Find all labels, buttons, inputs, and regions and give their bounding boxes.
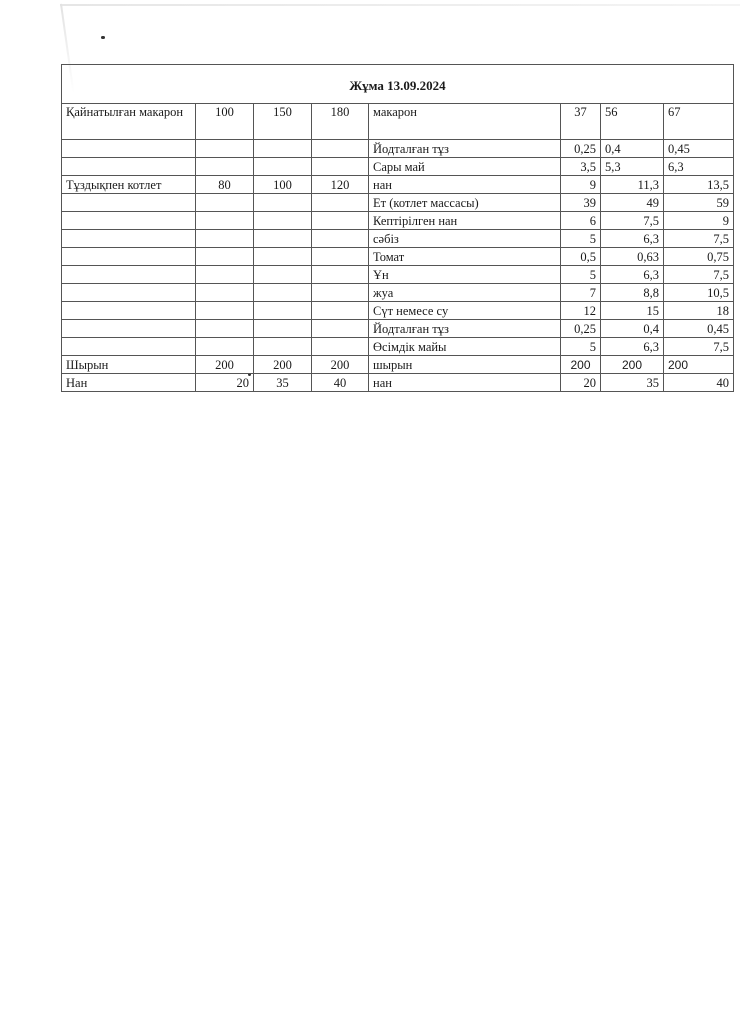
- quantity-cell: 0,25: [561, 320, 601, 338]
- quantity-cell: 7,5: [664, 338, 734, 356]
- portion-cell: [254, 212, 312, 230]
- quantity-cell: 0,4: [601, 140, 664, 158]
- ingredient-cell: Сүт немесе су: [369, 302, 561, 320]
- quantity-cell: 18: [664, 302, 734, 320]
- ingredient-cell: Йодталған тұз: [369, 320, 561, 338]
- dish-name-cell: [62, 338, 196, 356]
- portion-cell: 200: [254, 356, 312, 374]
- quantity-cell: 3,5: [561, 158, 601, 176]
- table-row: [62, 104, 734, 140]
- portion-cell: [196, 194, 254, 212]
- ingredient-cell: Йодталған тұз: [369, 140, 561, 158]
- quantity-cell: 200: [664, 356, 734, 374]
- ingredient-cell: Томат: [369, 248, 561, 266]
- dish-name-cell: [62, 248, 196, 266]
- dish-name-cell: [62, 320, 196, 338]
- portion-cell: [312, 194, 369, 212]
- scan-edge-top: [60, 4, 740, 6]
- portion-cell: 120: [312, 176, 369, 194]
- dish-name-cell: [62, 302, 196, 320]
- dish-name-cell: [62, 266, 196, 284]
- ingredient-cell: Ет (котлет массасы): [369, 194, 561, 212]
- ingredient-cell: макарон: [369, 104, 561, 140]
- portion-cell: 150: [254, 104, 312, 140]
- portion-cell: [312, 140, 369, 158]
- portion-cell: [254, 158, 312, 176]
- portion-cell: [254, 140, 312, 158]
- portion-cell: [196, 284, 254, 302]
- ingredient-cell: Өсімдік майы: [369, 338, 561, 356]
- portion-cell: [254, 338, 312, 356]
- table-row: [62, 248, 734, 266]
- quantity-cell: 9: [561, 176, 601, 194]
- table-row: [62, 230, 734, 248]
- quantity-cell: 13,5: [664, 176, 734, 194]
- portion-cell: [254, 302, 312, 320]
- portion-cell: 40: [312, 374, 369, 392]
- quantity-cell: 59: [664, 194, 734, 212]
- portion-cell: [254, 284, 312, 302]
- portion-cell: [196, 266, 254, 284]
- table-row: [62, 212, 734, 230]
- dish-name-cell: [62, 212, 196, 230]
- quantity-cell: 12: [561, 302, 601, 320]
- quantity-cell: 5: [561, 266, 601, 284]
- quantity-cell: 56: [601, 104, 664, 140]
- quantity-cell: 0,5: [561, 248, 601, 266]
- quantity-cell: 0,45: [664, 320, 734, 338]
- portion-cell: [196, 158, 254, 176]
- quantity-cell: 7,5: [664, 266, 734, 284]
- table-row: [62, 356, 734, 374]
- table-row: [62, 302, 734, 320]
- dish-name-cell: [62, 194, 196, 212]
- portion-cell: [196, 230, 254, 248]
- portion-cell: [312, 320, 369, 338]
- quantity-cell: 6,3: [601, 338, 664, 356]
- quantity-cell: 200: [561, 356, 601, 374]
- quantity-cell: 37: [561, 104, 601, 140]
- portion-cell: [196, 140, 254, 158]
- quantity-cell: 9: [664, 212, 734, 230]
- table-row: [62, 284, 734, 302]
- quantity-cell: 0,4: [601, 320, 664, 338]
- ingredient-cell: нан: [369, 176, 561, 194]
- dish-name-cell: [62, 230, 196, 248]
- portion-cell: 80: [196, 176, 254, 194]
- table-row: [62, 266, 734, 284]
- portion-cell: [312, 230, 369, 248]
- portion-cell: [312, 212, 369, 230]
- table-row: [62, 194, 734, 212]
- portion-cell: [254, 320, 312, 338]
- quantity-cell: 0,75: [664, 248, 734, 266]
- quantity-cell: 5,3: [601, 158, 664, 176]
- quantity-cell: 0,25: [561, 140, 601, 158]
- menu-table: [61, 64, 734, 392]
- quantity-cell: 39: [561, 194, 601, 212]
- table-row: [62, 140, 734, 158]
- ingredient-cell: шырын: [369, 356, 561, 374]
- portion-cell: 20: [196, 374, 254, 392]
- dish-name-cell: Тұздықпен котлет: [62, 176, 196, 194]
- quantity-cell: 40: [664, 374, 734, 392]
- portion-cell: [254, 248, 312, 266]
- table-row: [62, 158, 734, 176]
- ingredient-cell: сәбіз: [369, 230, 561, 248]
- portion-cell: [254, 194, 312, 212]
- dish-name-cell: Қайнатылған макарон: [62, 104, 196, 140]
- portion-cell: [196, 320, 254, 338]
- portion-cell: [312, 248, 369, 266]
- quantity-cell: 20: [561, 374, 601, 392]
- quantity-cell: 5: [561, 230, 601, 248]
- portion-cell: [312, 284, 369, 302]
- portion-cell: 35: [254, 374, 312, 392]
- quantity-cell: 7: [561, 284, 601, 302]
- dish-name-cell: [62, 284, 196, 302]
- quantity-cell: 6: [561, 212, 601, 230]
- quantity-cell: 6,3: [664, 158, 734, 176]
- portion-cell: 200: [312, 356, 369, 374]
- quantity-cell: 0,63: [601, 248, 664, 266]
- table-row: [62, 374, 734, 392]
- scan-speck: [101, 36, 105, 39]
- quantity-cell: 10,5: [664, 284, 734, 302]
- ingredient-cell: нан: [369, 374, 561, 392]
- quantity-cell: 15: [601, 302, 664, 320]
- quantity-cell: 0,45: [664, 140, 734, 158]
- portion-cell: 100: [196, 104, 254, 140]
- quantity-cell: 67: [664, 104, 734, 140]
- portion-cell: [196, 338, 254, 356]
- portion-cell: [254, 266, 312, 284]
- portion-cell: [312, 266, 369, 284]
- quantity-cell: 49: [601, 194, 664, 212]
- ingredient-cell: жуа: [369, 284, 561, 302]
- portion-cell: [254, 230, 312, 248]
- quantity-cell: 5: [561, 338, 601, 356]
- portion-cell: [196, 212, 254, 230]
- table-row: [62, 338, 734, 356]
- quantity-cell: 35: [601, 374, 664, 392]
- page-title: Жұма 13.09.2024: [62, 65, 734, 104]
- quantity-cell: 7,5: [601, 212, 664, 230]
- portion-cell: 100: [254, 176, 312, 194]
- ingredient-cell: Ұн: [369, 266, 561, 284]
- portion-cell: 200: [196, 356, 254, 374]
- ingredient-cell: Сары май: [369, 158, 561, 176]
- quantity-cell: 6,3: [601, 266, 664, 284]
- dish-name-cell: [62, 158, 196, 176]
- portion-cell: [312, 338, 369, 356]
- quantity-cell: 200: [601, 356, 664, 374]
- dish-name-cell: Шырын: [62, 356, 196, 374]
- quantity-cell: 11,3: [601, 176, 664, 194]
- quantity-cell: 7,5: [664, 230, 734, 248]
- portion-cell: [196, 302, 254, 320]
- dish-name-cell: Нан: [62, 374, 196, 392]
- portion-cell: [196, 248, 254, 266]
- portion-cell: 180: [312, 104, 369, 140]
- menu-sheet: [61, 64, 733, 392]
- portion-cell: [312, 158, 369, 176]
- table-row: [62, 176, 734, 194]
- quantity-cell: 8,8: [601, 284, 664, 302]
- portion-cell: [312, 302, 369, 320]
- dish-name-cell: [62, 140, 196, 158]
- ingredient-cell: Кептірілген нан: [369, 212, 561, 230]
- table-row: [62, 320, 734, 338]
- quantity-cell: 6,3: [601, 230, 664, 248]
